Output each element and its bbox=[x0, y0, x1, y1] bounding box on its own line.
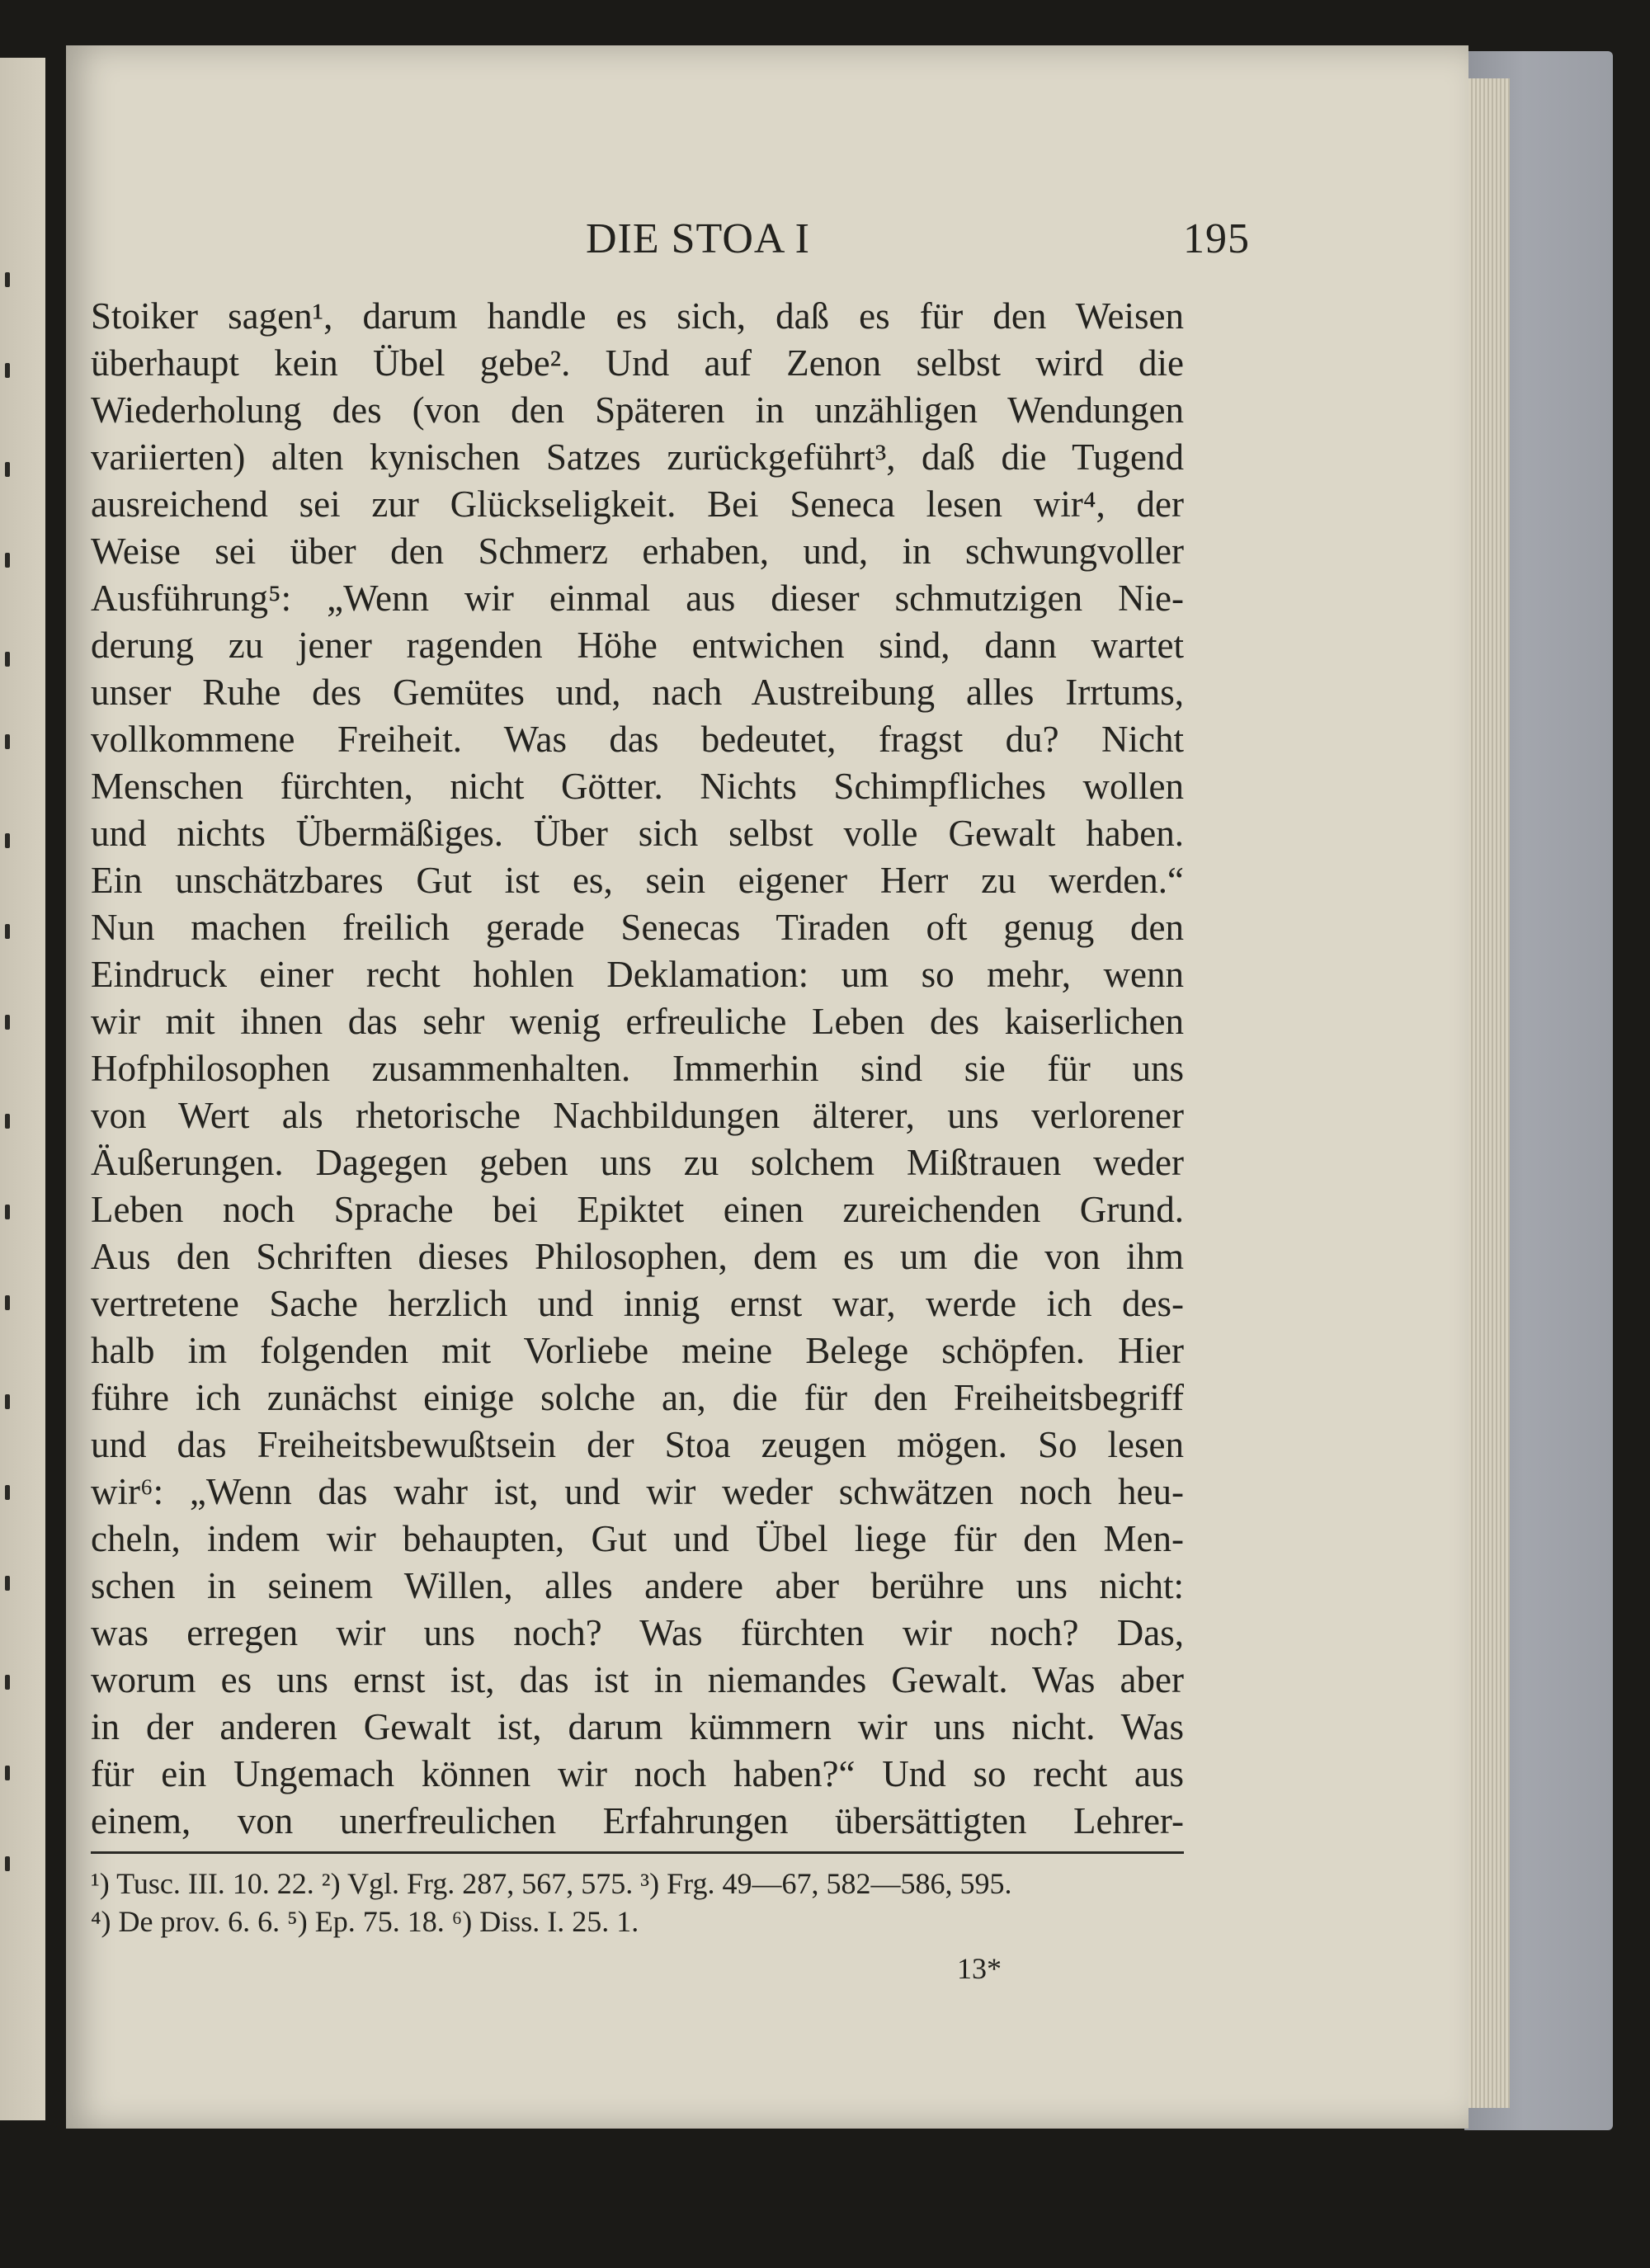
text-line: Leben noch Sprache bei Epiktet einen zureichenden Grund. bbox=[91, 1189, 1184, 1230]
text-line: Äußerungen. Dagegen geben uns zu solchem Mißtrauen weder bbox=[91, 1142, 1184, 1183]
footnotes bbox=[91, 1865, 1184, 1940]
text-line: Wiederholung des (von den Späteren in unzähligen Wendungen bbox=[91, 389, 1184, 431]
text-line: halb im folgenden mit Vorliebe meine Belege schöpfen. Hier bbox=[91, 1330, 1184, 1371]
running-title: DIE STOA I bbox=[586, 215, 810, 262]
text-line: vollkommene Freiheit. Was das bedeutet, fragst du? Nicht bbox=[91, 719, 1184, 760]
text-line: wir mit ihnen das sehr wenig erfreuliche Leben des kaiserlichen bbox=[91, 1001, 1184, 1042]
book-page bbox=[66, 45, 1468, 2129]
page-number: 195 bbox=[1183, 215, 1250, 262]
text-line: führe ich zunächst einige solche an, die für den Freiheitsbegriff bbox=[91, 1377, 1184, 1418]
text-line: und nichts Übermäßiges. Über sich selbst volle Gewalt haben. bbox=[91, 813, 1184, 854]
body-text bbox=[91, 293, 1184, 1845]
text-line: Stoiker sagen¹, darum handle es sich, daß es für den Weisen bbox=[91, 295, 1184, 337]
text-line: wir⁶: „Wenn das wahr ist, und wir weder schwätzen noch heu- bbox=[91, 1471, 1184, 1512]
text-line: Hofphilosophen zusammenhalten. Immerhin sind sie für uns bbox=[91, 1048, 1184, 1089]
printer-signature: 13* bbox=[957, 1952, 1002, 1985]
text-line: Nun machen freilich gerade Senecas Tiraden oft genug den bbox=[91, 907, 1184, 948]
footnote-rule bbox=[91, 1851, 1184, 1854]
text-line: variierten) alten kynischen Satzes zurückgeführt³, daß die Tugend bbox=[91, 436, 1184, 478]
text-line: Aus den Schriften dieses Philosophen, dem es um die von ihm bbox=[91, 1236, 1184, 1277]
text-line: schen in seinem Willen, alles andere aber berühre uns nicht: bbox=[91, 1565, 1184, 1606]
text-line: unser Ruhe des Gemütes und, nach Austreibung alles Irrtums, bbox=[91, 672, 1184, 713]
text-line: und das Freiheitsbewußtsein der Stoa zeugen mögen. So lesen bbox=[91, 1424, 1184, 1465]
text-line: worum es uns ernst ist, das ist in niemandes Gewalt. Was aber bbox=[91, 1659, 1184, 1700]
text-line: cheln, indem wir behaupten, Gut und Übel liege für den Men- bbox=[91, 1518, 1184, 1559]
text-line: vertretene Sache herzlich und innig ernst war, werde ich des- bbox=[91, 1283, 1184, 1324]
text-line: Ein unschätzbares Gut ist es, sein eigener Herr zu werden.“ bbox=[91, 860, 1184, 901]
text-line: Weise sei über den Schmerz erhaben, und, in schwungvoller bbox=[91, 530, 1184, 572]
text-line: derung zu jener ragenden Höhe entwichen sind, dann wartet bbox=[91, 625, 1184, 666]
facing-page-edge bbox=[0, 58, 45, 2120]
text-line: Ausführung⁵: „Wenn wir einmal aus dieser schmutzigen Nie- bbox=[91, 578, 1184, 619]
text-line: ausreichend sei zur Glückseligkeit. Bei Seneca lesen wir⁴, der bbox=[91, 483, 1184, 525]
text-line: Menschen fürchten, nicht Götter. Nichts Schimpfliches wollen bbox=[91, 766, 1184, 807]
text-line: von Wert als rhetorische Nachbildungen älterer, uns verlorener bbox=[91, 1095, 1184, 1136]
text-line: überhaupt kein Übel gebe². Und auf Zenon selbst wird die bbox=[91, 342, 1184, 384]
footnote-line: ⁴) De prov. 6. 6. ⁵) Ep. 75. 18. ⁶) Diss. I. 25. 1. bbox=[91, 1905, 639, 1938]
facing-page-marks bbox=[5, 272, 21, 1922]
text-line: in der anderen Gewalt ist, darum kümmern wir uns nicht. Was bbox=[91, 1706, 1184, 1747]
text-line: einem, von unerfreulichen Erfahrungen übersättigten Lehrer- bbox=[91, 1800, 1184, 1841]
text-line: Eindruck einer recht hohlen Deklamation: um so mehr, wenn bbox=[91, 954, 1184, 995]
footnote-line: ¹) Tusc. III. 10. 22. ²) Vgl. Frg. 287, 567, 575. ³) Frg. 49—67, 582—586, 595. bbox=[91, 1867, 1012, 1900]
text-line: was erregen wir uns noch? Was fürchten wir noch? Das, bbox=[91, 1612, 1184, 1653]
text-line: für ein Ungemach können wir noch haben?“ Und so recht aus bbox=[91, 1753, 1184, 1794]
